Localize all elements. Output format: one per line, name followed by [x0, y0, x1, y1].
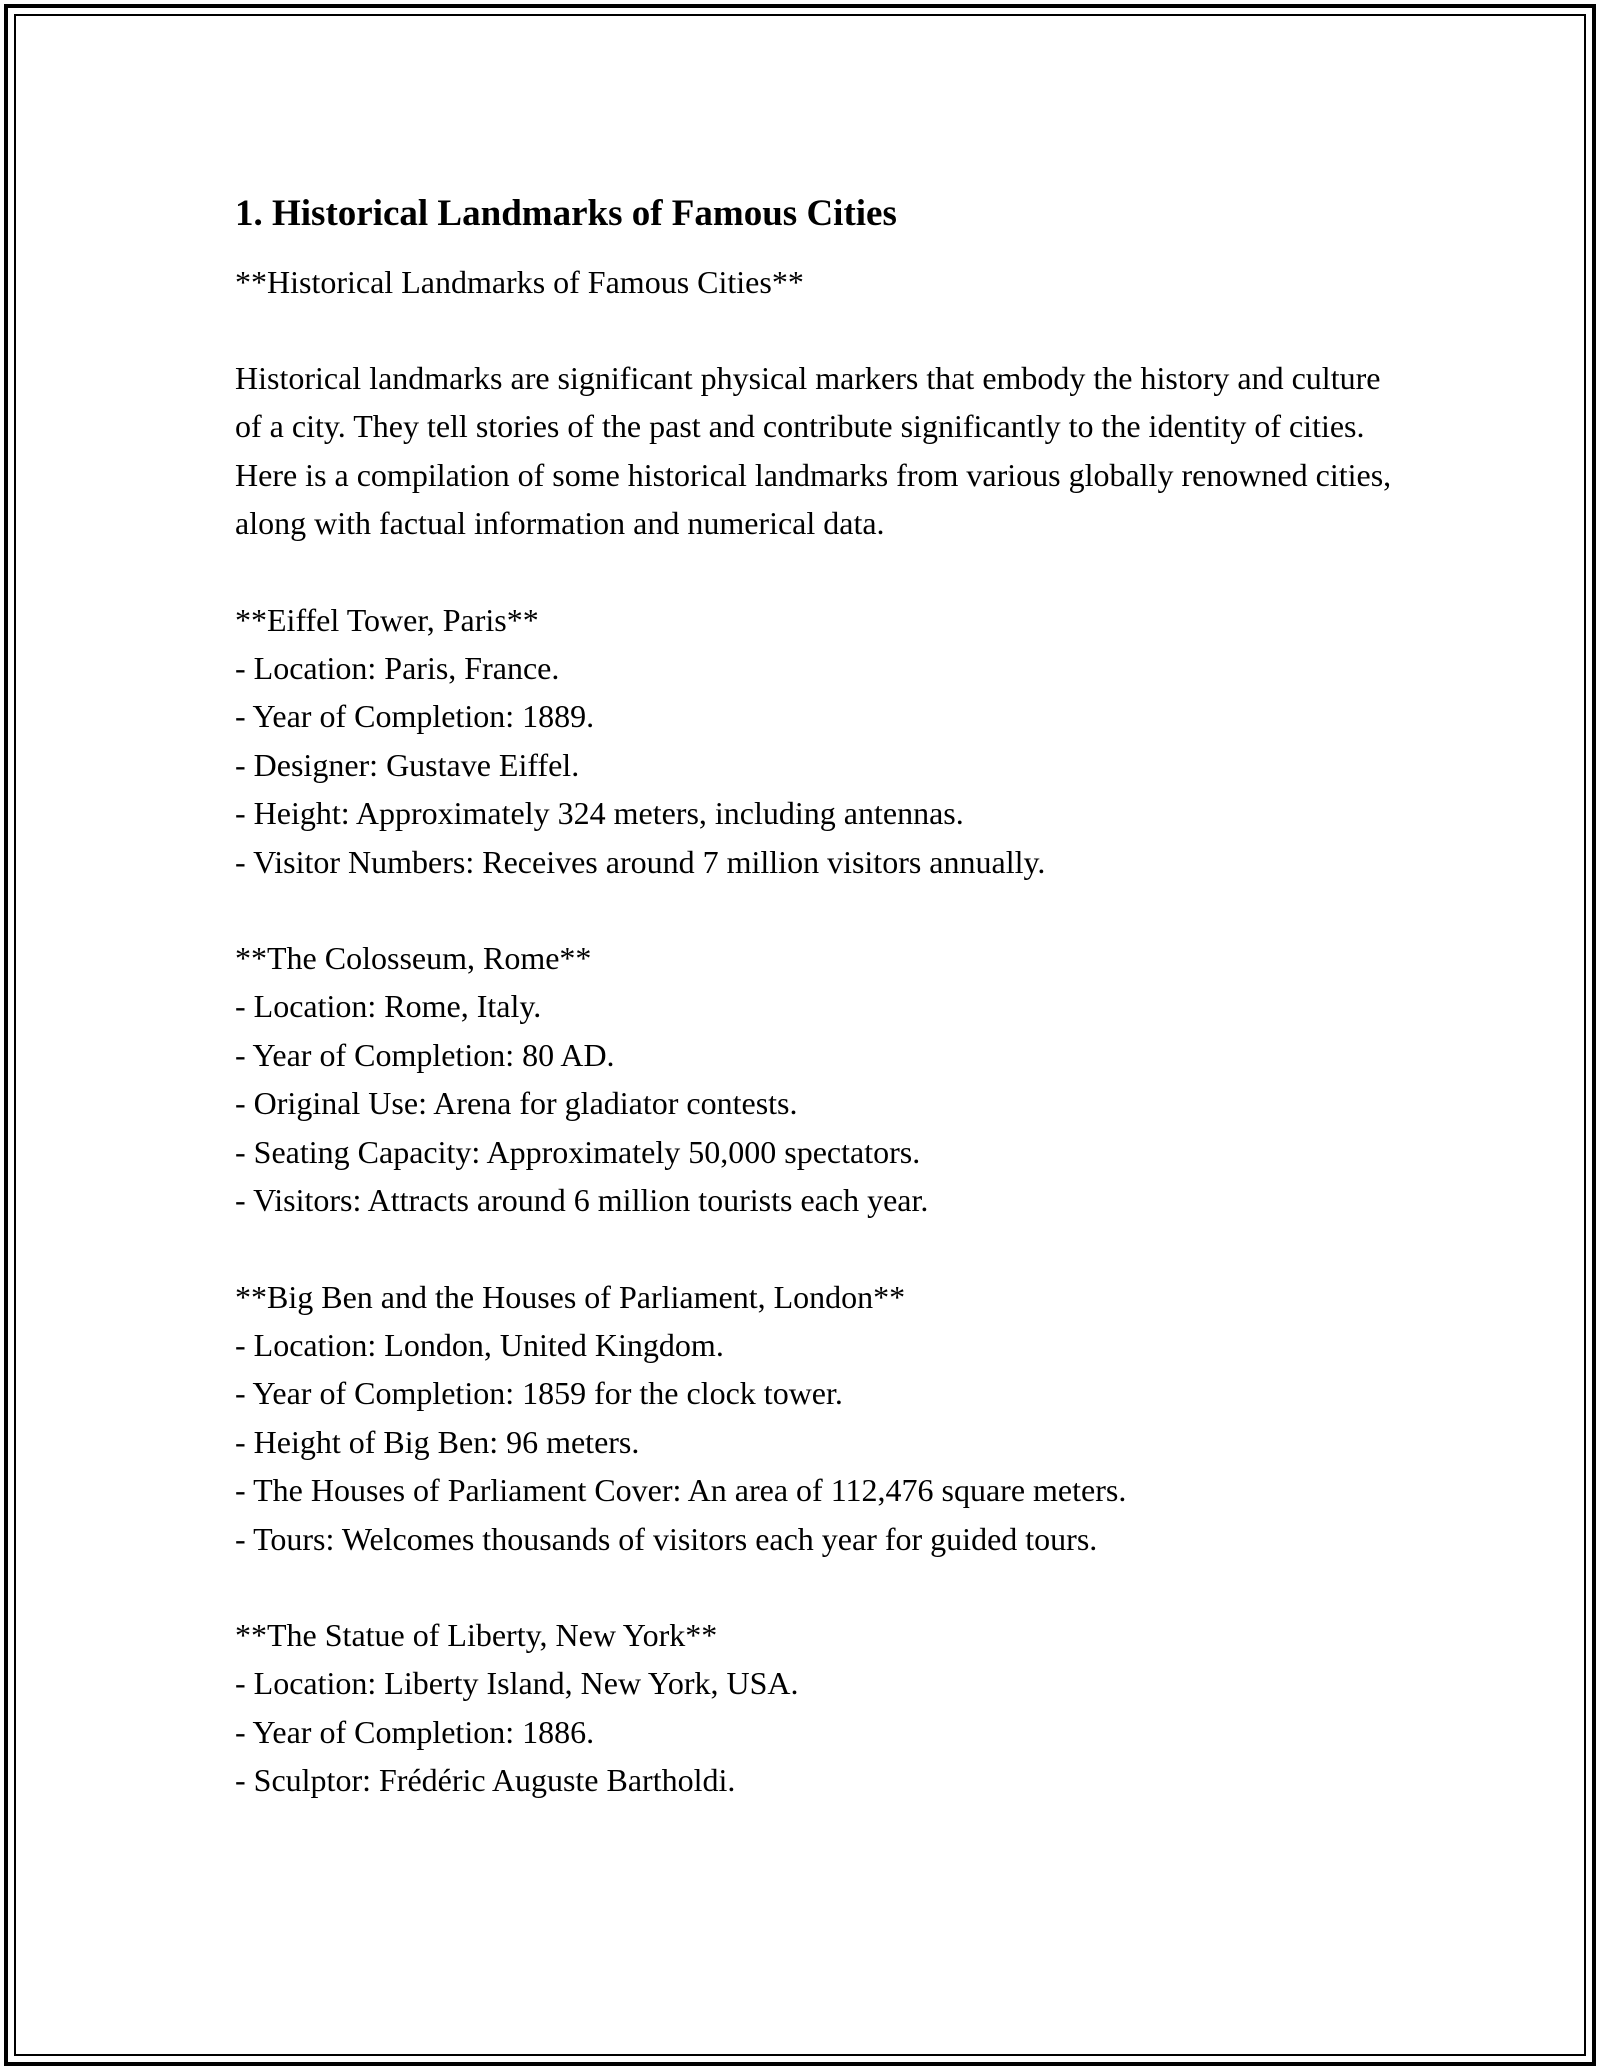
landmark-fact: - Year of Completion: 1859 for the clock tower. [235, 1375, 843, 1412]
landmark-fact: - Height of Big Ben: 96 meters. [235, 1423, 640, 1460]
document-subtitle: **Historical Landmarks of Famous Cities** [235, 264, 804, 300]
landmark-fact: - Height: Approximately 324 meters, including antennas. [235, 795, 964, 832]
landmark-fact: - Year of Completion: 1889. [235, 698, 595, 735]
landmark-fact: - Designer: Gustave Eiffel. [235, 746, 580, 783]
landmark-fact: - Location: Rome, Italy. [235, 988, 542, 1025]
landmark-heading: **The Colosseum, Rome** [235, 940, 592, 977]
landmark-section-big-ben [235, 1273, 1415, 1563]
landmark-fact: - Location: Liberty Island, New York, USA. [235, 1665, 799, 1702]
landmark-fact: - Original Use: Arena for gladiator contests. [235, 1085, 798, 1122]
landmark-fact: - Year of Completion: 80 AD. [235, 1036, 615, 1073]
landmark-fact: - Year of Completion: 1886. [235, 1713, 595, 1750]
landmark-fact: - Sculptor: Frédéric Auguste Bartholdi. [235, 1762, 736, 1799]
landmark-fact: - Seating Capacity: Approximately 50,000 spectators. [235, 1133, 921, 1170]
document-body [235, 186, 1415, 1805]
landmark-fact: - Location: London, United Kingdom. [235, 1326, 724, 1363]
landmark-fact: - Location: Paris, France. [235, 650, 560, 687]
landmark-heading: **Big Ben and the Houses of Parliament, London** [235, 1278, 906, 1315]
landmark-fact: - The Houses of Parliament Cover: An area of 112,476 square meters. [235, 1472, 1127, 1509]
landmark-section-eiffel-tower [235, 596, 1415, 886]
landmark-heading: **The Statue of Liberty, New York** [235, 1616, 718, 1653]
landmark-fact: - Visitors: Attracts around 6 million tourists each year. [235, 1182, 929, 1219]
landmark-fact: - Visitor Numbers: Receives around 7 million visitors annually. [235, 843, 1046, 880]
intro-paragraph: Historical landmarks are significant physical markers that embody the history and culture of a city. They tell stories of the past and contribute significantly to the identity of cities. Here is a compilation of some historical landmarks from various globally renowned cities, along with factual information and numerical data. [235, 360, 1392, 542]
document-title: 1. Historical Landmarks of Famous Cities [235, 193, 897, 234]
landmark-section-colosseum [235, 934, 1415, 1224]
landmark-section-statue-of-liberty [235, 1611, 1415, 1805]
landmark-fact: - Tours: Welcomes thousands of visitors each year for guided tours. [235, 1520, 1098, 1557]
landmark-heading: **Eiffel Tower, Paris** [235, 601, 539, 638]
